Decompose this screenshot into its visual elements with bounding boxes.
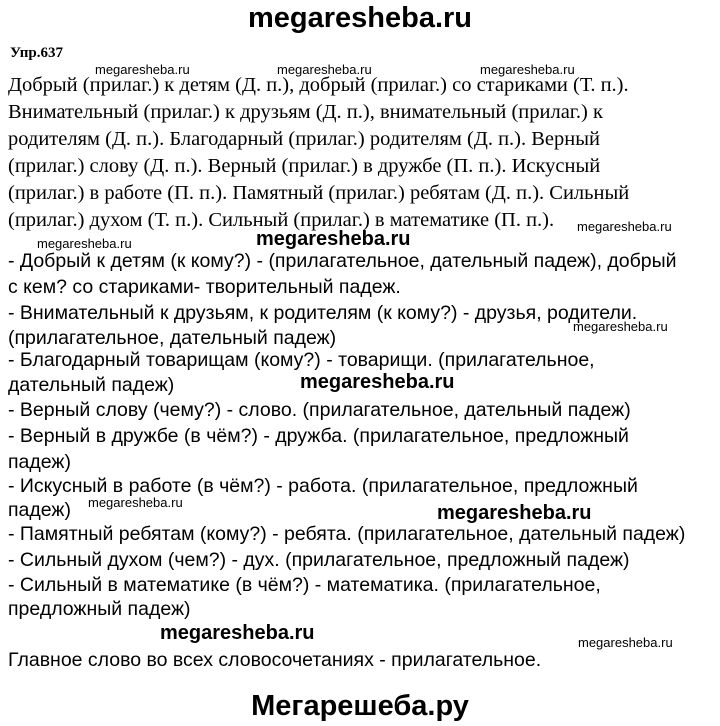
- site-footer: Мегарешеба.ру: [251, 690, 469, 722]
- analysis-line: - Верный в дружбе (в чём?) - дружба. (прилагательное, предложный: [8, 425, 629, 447]
- conclusion-line: Главное слово во всех словосочетаниях - прилагательное.: [8, 649, 542, 671]
- paragraph-line: Добрый (прилаг.) к детям (Д. п.), добрый (прилаг.) со стариками (Т. п.).: [8, 74, 629, 96]
- analysis-line: - Сильный духом (чем?) - дух. (прилагательное, предложный падеж): [8, 549, 630, 571]
- watermark: megaresheba.ru: [277, 62, 372, 77]
- exercise-number: Упр.637: [10, 45, 64, 61]
- paragraph-line: (прилаг.) в работе (П. п.). Памятный (прилаг.) ребятам (Д. п.). Сильный: [8, 182, 630, 204]
- analysis-line: падеж): [8, 499, 71, 521]
- watermark: megaresheba.ru: [480, 62, 575, 77]
- watermark: megaresheba.ru: [37, 236, 132, 251]
- analysis-line: - Памятный ребятам (кому?) - ребята. (прилагательное, дательный падеж): [8, 523, 686, 545]
- analysis-line: - Сильный в математике (в чём?) - математика. (прилагательное,: [8, 574, 601, 596]
- analysis-line: (прилагательное, дательный падеж): [8, 327, 337, 349]
- paragraph-line: (прилаг.) духом (Т. п.). Сильный (прилаг.) в математике (П. п.).: [8, 209, 555, 231]
- watermark: megaresheba.ru: [256, 228, 411, 250]
- analysis-line: предложный падеж): [8, 598, 191, 620]
- analysis-line: - Искусный в работе (в чём?) - работа. (прилагательное, предложный: [8, 475, 638, 497]
- paragraph-line: родителям (Д. п.). Благодарный (прилаг.) родителям (Д. п.). Верный: [8, 128, 600, 150]
- watermark: megaresheba.ru: [573, 319, 668, 334]
- watermark: megaresheba.ru: [577, 219, 672, 234]
- analysis-line: дательный падеж): [8, 374, 175, 396]
- watermark: megaresheba.ru: [578, 635, 673, 650]
- watermark: megaresheba.ru: [88, 495, 183, 510]
- watermark: megaresheba.ru: [95, 62, 190, 77]
- analysis-line: - Добрый к детям (к кому?) - (прилагательное, дательный падеж), добрый: [8, 250, 677, 272]
- site-header: megaresheba.ru: [247, 2, 473, 34]
- analysis-line: с кем? со стариками- творительный падеж.: [8, 276, 401, 298]
- analysis-line: - Верный слову (чему?) - слово. (прилагательное, дательный падеж): [8, 399, 631, 421]
- analysis-line: падеж): [8, 451, 71, 473]
- watermark: megaresheba.ru: [300, 371, 455, 393]
- analysis-line: - Благодарный товарищам (кому?) - товарищи. (прилагательное,: [8, 349, 595, 371]
- analysis-line: - Внимательный к друзьям, к родителям (к кому?) - друзья, родители.: [8, 302, 638, 324]
- paragraph-line: (прилаг.) слову (Д. п.). Верный (прилаг.) в дружбе (П. п.). Искусный: [8, 155, 601, 177]
- watermark: megaresheba.ru: [160, 622, 315, 644]
- paragraph-line: Внимательный (прилаг.) к друзьям (Д. п.), внимательный (прилаг.) к: [8, 101, 603, 123]
- watermark: megaresheba.ru: [437, 502, 592, 524]
